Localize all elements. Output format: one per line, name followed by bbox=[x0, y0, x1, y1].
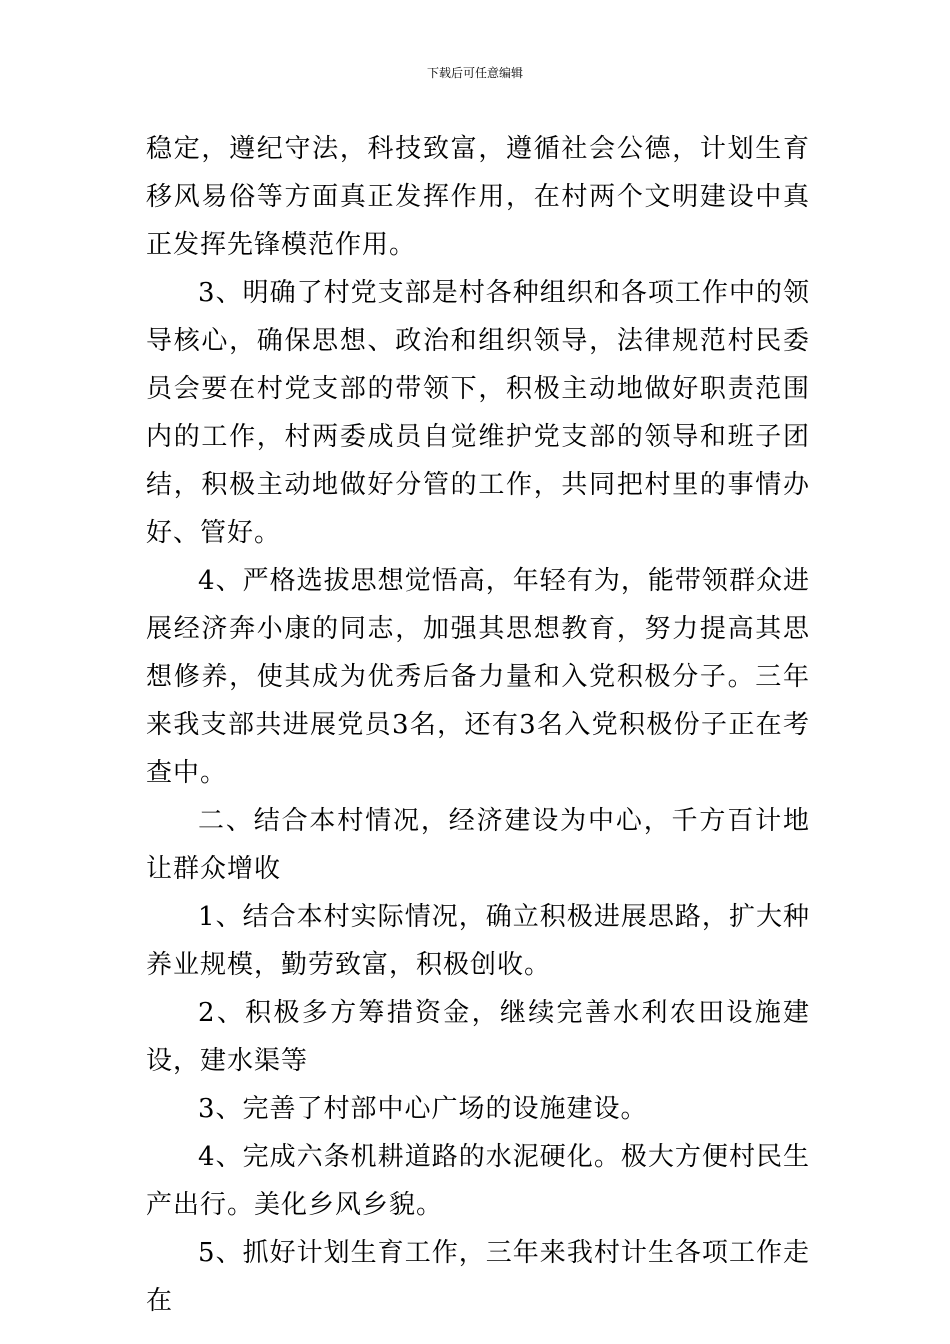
paragraph-2: 3、明确了村党支部是村各种组织和各项工作中的领导核心，确保思想、政治和组织领导，法律规范村民委员会要在村党支部的带领下，积极主动地做好职责范围内的工作，村两委成员自觉维护党支部的领导和班子团结，积极主动地做好分管的工作，共同把村里的事情办好、管好。 bbox=[146, 278, 810, 548]
paragraph-3: 4、严格选拔思想觉悟高，年轻有为，能带领群众进展经济奔小康的同志，加强其思想教育，努力提高其思想修养，使其成为优秀后备力量和入党积极分子。三年来我支部共进展党员3名，还有3名入党积极份子正在考查中。 bbox=[146, 566, 810, 788]
section-heading-2: 二、结合本村情况，经济建设为中心，千方百计地让群众增收 bbox=[146, 806, 810, 884]
page-header: 下载后可任意编辑 bbox=[426, 66, 523, 80]
paragraph-5: 2、积极多方筹措资金，继续完善水利农田设施建设，建水渠等 bbox=[146, 998, 810, 1076]
paragraph-6: 3、完善了村部中心广场的设施建设。 bbox=[198, 1094, 648, 1124]
paragraph-4: 1、结合本村实际情况，确立积极进展思路，扩大种养业规模，勤劳致富，积极创收。 bbox=[146, 902, 810, 980]
paragraph-1: 稳定，遵纪守法，科技致富，遵循社会公德，计划生育移风易俗等方面真正发挥作用，在村两个文明建设中真正发挥先锋模范作用。 bbox=[146, 134, 810, 260]
document-body bbox=[146, 125, 810, 1325]
paragraph-8: 5、抓好计划生育工作，三年来我村计生各项工作走在 bbox=[146, 1238, 810, 1316]
paragraph-7: 4、完成六条机耕道路的水泥硬化。极大方便村民生产出行。美化乡风乡貌。 bbox=[146, 1142, 810, 1220]
